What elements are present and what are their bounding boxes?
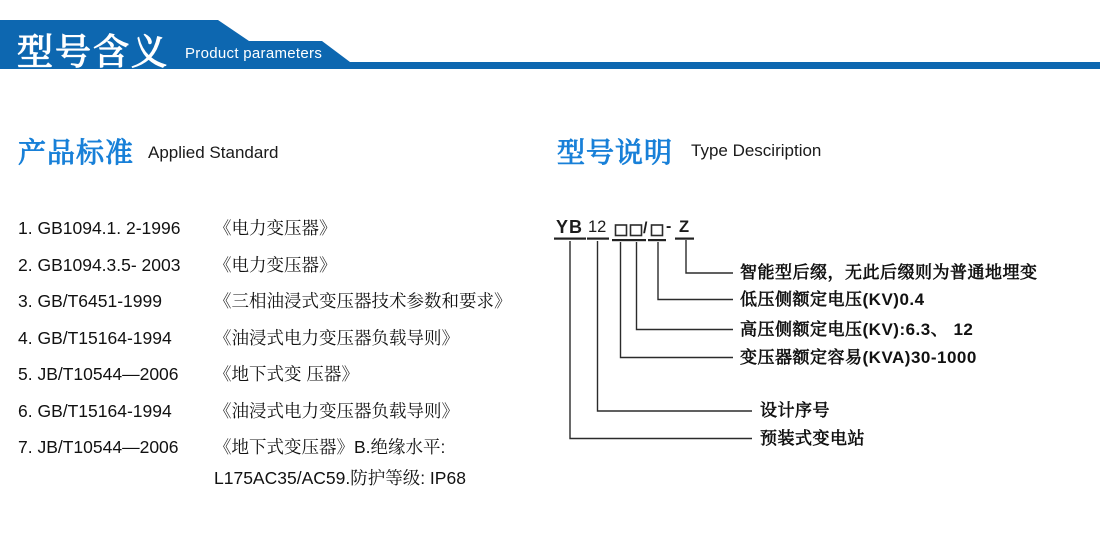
label-rated-capacity: 变压器额定容易(KVA)30-1000 [740,348,977,367]
standard-code: 5. JB/T10544—2006 [18,364,179,384]
applied-standard-heading-cn: 产品标准 [18,137,135,168]
model-dash: - [666,218,672,235]
standard-code: 4. GB/T15164-1994 [18,328,172,348]
standard-title: 《电力变压器》 [214,255,337,275]
standard-row-7 [18,434,445,460]
type-description-heading-en: Type Desciription [691,141,822,160]
label-suffix-meaning: 智能型后缀，无此后缀则为普通地埋变 [740,263,1038,282]
model-suffix: Z [679,218,690,236]
standard-title: 《地下式变 压器》 [214,364,359,384]
label-hv-voltage: 高压侧额定电压(KV):6.3、 12 [740,320,974,339]
standard-code: 2. GB1094.3.5- 2003 [18,255,181,275]
standard-row-3 [18,288,512,314]
standard-title: 《油浸式电力变压器负载导则》 [214,401,459,421]
model-serial-number: 12 [588,218,607,236]
model-prefix: YB [556,217,584,237]
standard-title: L175AC35/AC59.防护等级: IP68 [214,468,466,488]
banner-subtitle: Product parameters [185,45,323,62]
standard-code: 6. GB/T15164-1994 [18,401,172,421]
standard-code: 3. GB/T6451-1999 [18,291,162,311]
standard-code: 1. GB1094.1. 2-1996 [18,218,181,238]
label-design-serial: 设计序号 [760,401,830,420]
standard-row-2 [18,252,337,278]
type-description-heading-cn: 型号说明 [557,137,674,168]
label-lv-voltage: 低压侧额定电压(KV)0.4 [740,290,925,309]
applied-standard-heading-en: Applied Standard [148,143,279,162]
standard-title: 《油浸式电力变压器负载导则》 [214,328,459,348]
standard-title: 《电力变压器》 [214,218,337,238]
standard-row-5 [18,361,359,387]
standard-row-4 [18,325,459,351]
standard-title: 《三相油浸式变压器技术参数和要求》 [214,291,512,311]
standard-title: 《地下式变压器》B.绝缘水平: [214,437,446,457]
label-prefab-station: 预装式变电站 [760,429,865,448]
standard-row-6 [18,398,459,424]
banner-title: 型号含义 [17,31,170,72]
standard-row-1 [18,215,337,241]
standard-code: 7. JB/T10544—2006 [18,437,179,457]
model-slash: / [643,220,648,237]
standard-row-8 [18,465,466,491]
